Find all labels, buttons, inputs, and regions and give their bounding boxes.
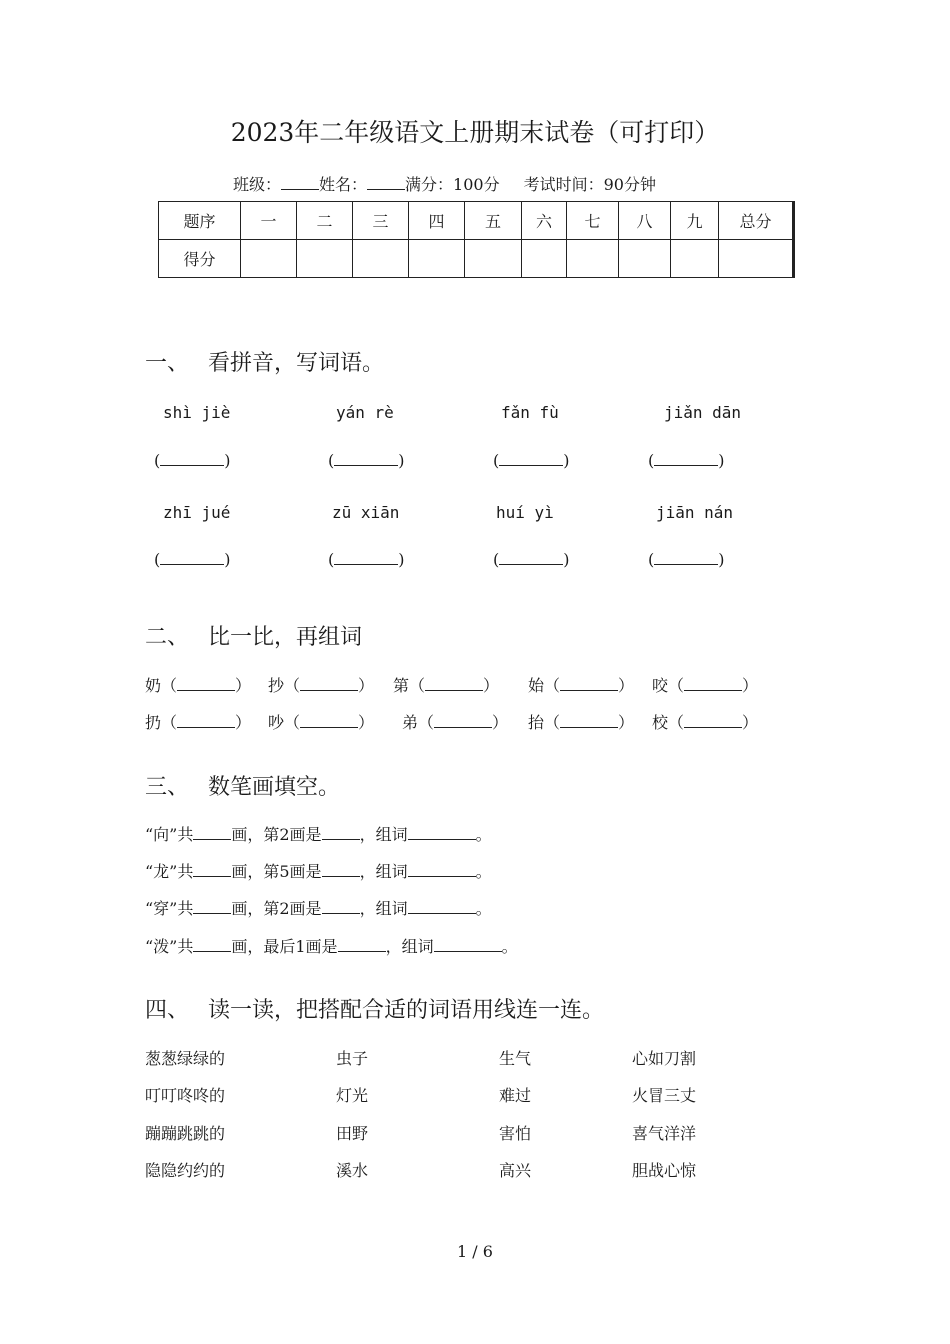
header-cell: 五 [465,202,522,240]
word-item[interactable]: 始（ ） [528,676,635,695]
section-title: 看拼音，写词语。 [208,351,385,376]
answer-blank[interactable]: ( ) [648,451,725,470]
header-cell: 一 [241,202,297,240]
section-title: 比一比，再组词 [208,625,363,650]
pinyin: jiān nán [656,503,734,522]
pinyin: shì jiè [163,403,231,422]
section-3-heading [145,770,340,801]
score-cell[interactable] [409,240,465,278]
pinyin: yán rè [336,403,394,422]
section-title: 读一读，把搭配合适的词语用线连一连。 [208,998,605,1023]
score-table-score-row [159,240,794,278]
match-word[interactable]: 溪水 [336,1161,369,1180]
header-cell: 题序 [159,202,241,240]
section-4-heading [145,993,604,1024]
answer-blank[interactable]: ( ) [154,550,231,569]
score-cell[interactable] [567,240,619,278]
match-word[interactable]: 害怕 [499,1124,532,1143]
page-title: 2023年二年级语文上册期末试卷（可打印） [230,118,720,147]
word-item[interactable]: 抄（ ） [268,676,375,695]
answer-blank[interactable]: ( ) [648,550,725,569]
match-word[interactable]: 难过 [499,1086,532,1105]
match-word[interactable]: 叮叮咚咚的 [145,1086,226,1105]
page-number: 1 / 6 [457,1242,493,1261]
score-cell[interactable] [297,240,353,278]
full-score: 满分：100分 [405,175,500,194]
score-cell[interactable] [522,240,567,278]
header-cell: 三 [353,202,409,240]
score-cell[interactable] [241,240,297,278]
section-number: 四、 [145,998,190,1023]
match-word[interactable]: 高兴 [499,1161,532,1180]
score-cell[interactable] [465,240,522,278]
stroke-question: “穿”共 画，第2画是 ，组词 。 [145,899,492,918]
word-item[interactable]: 第（ ） [393,676,500,695]
fill-blank[interactable] [322,862,360,877]
fill-blank[interactable] [408,825,476,840]
match-word[interactable]: 田野 [336,1124,369,1143]
word-item[interactable]: 校（ ） [652,713,759,732]
score-table-header-row [159,202,794,240]
header-cell: 八 [619,202,671,240]
pinyin: jiǎn dān [664,403,742,422]
score-cell[interactable] [719,240,794,278]
score-row-label: 得分 [159,240,241,278]
match-word[interactable]: 灯光 [336,1086,369,1105]
match-word[interactable]: 葱葱绿绿的 [145,1049,226,1068]
score-cell[interactable] [671,240,719,278]
answer-blank[interactable]: ( ) [493,451,570,470]
section-number: 三、 [145,775,190,800]
word-item[interactable]: 奶（ ） [145,676,252,695]
score-cell[interactable] [353,240,409,278]
section-title: 数笔画填空。 [208,775,341,800]
match-word[interactable]: 隐隐约约的 [145,1161,226,1180]
match-word[interactable]: 虫子 [336,1049,369,1068]
exam-info [233,172,656,195]
match-word[interactable]: 生气 [499,1049,532,1068]
match-word[interactable]: 喜气洋洋 [632,1124,697,1143]
class-label: 班级： [233,175,282,194]
section-number: 一、 [145,351,190,376]
match-word[interactable]: 蹦蹦跳跳的 [145,1124,226,1143]
header-cell: 九 [671,202,719,240]
match-word[interactable]: 火冒三丈 [632,1086,697,1105]
header-cell: 总分 [719,202,794,240]
stroke-question: “向”共 画，第2画是 ，组词 。 [145,825,492,844]
pinyin: zū xiān [332,503,400,522]
answer-blank[interactable]: ( ) [328,451,405,470]
word-item[interactable]: 咬（ ） [652,676,759,695]
answer-blank[interactable]: ( ) [493,550,570,569]
fill-blank[interactable] [434,937,502,952]
name-blank[interactable] [367,175,405,190]
match-word[interactable]: 心如刀割 [632,1049,697,1068]
section-number: 二、 [145,625,190,650]
pinyin: fǎn fù [501,403,559,422]
score-cell[interactable] [619,240,671,278]
word-item[interactable]: 弟（ ） [402,713,509,732]
header-cell: 二 [297,202,353,240]
fill-blank[interactable] [193,937,231,952]
word-item[interactable]: 抬（ ） [528,713,635,732]
fill-blank[interactable] [193,899,231,914]
header-cell: 六 [522,202,567,240]
fill-blank[interactable] [322,899,360,914]
section-1-heading [145,346,384,377]
fill-blank[interactable] [193,825,231,840]
stroke-question: “龙”共 画，第5画是 ，组词 。 [145,862,492,881]
answer-blank[interactable]: ( ) [328,550,405,569]
fill-blank[interactable] [322,825,360,840]
fill-blank[interactable] [338,937,386,952]
answer-blank[interactable]: ( ) [154,451,231,470]
word-item[interactable]: 吵（ ） [268,713,375,732]
match-word[interactable]: 胆战心惊 [632,1161,697,1180]
score-table [158,201,795,278]
pinyin: huí yì [496,503,554,522]
pinyin: zhī jué [163,503,231,522]
name-label: 姓名： [319,175,368,194]
stroke-question: “泼”共 画，最后1画是 ，组词 。 [145,937,518,956]
fill-blank[interactable] [408,899,476,914]
fill-blank[interactable] [408,862,476,877]
fill-blank[interactable] [193,862,231,877]
section-2-heading [145,620,362,651]
header-cell: 四 [409,202,465,240]
exam-time: 考试时间：90分钟 [523,175,656,194]
word-item[interactable]: 扔（ ） [145,713,252,732]
class-blank[interactable] [281,175,319,190]
header-cell: 七 [567,202,619,240]
